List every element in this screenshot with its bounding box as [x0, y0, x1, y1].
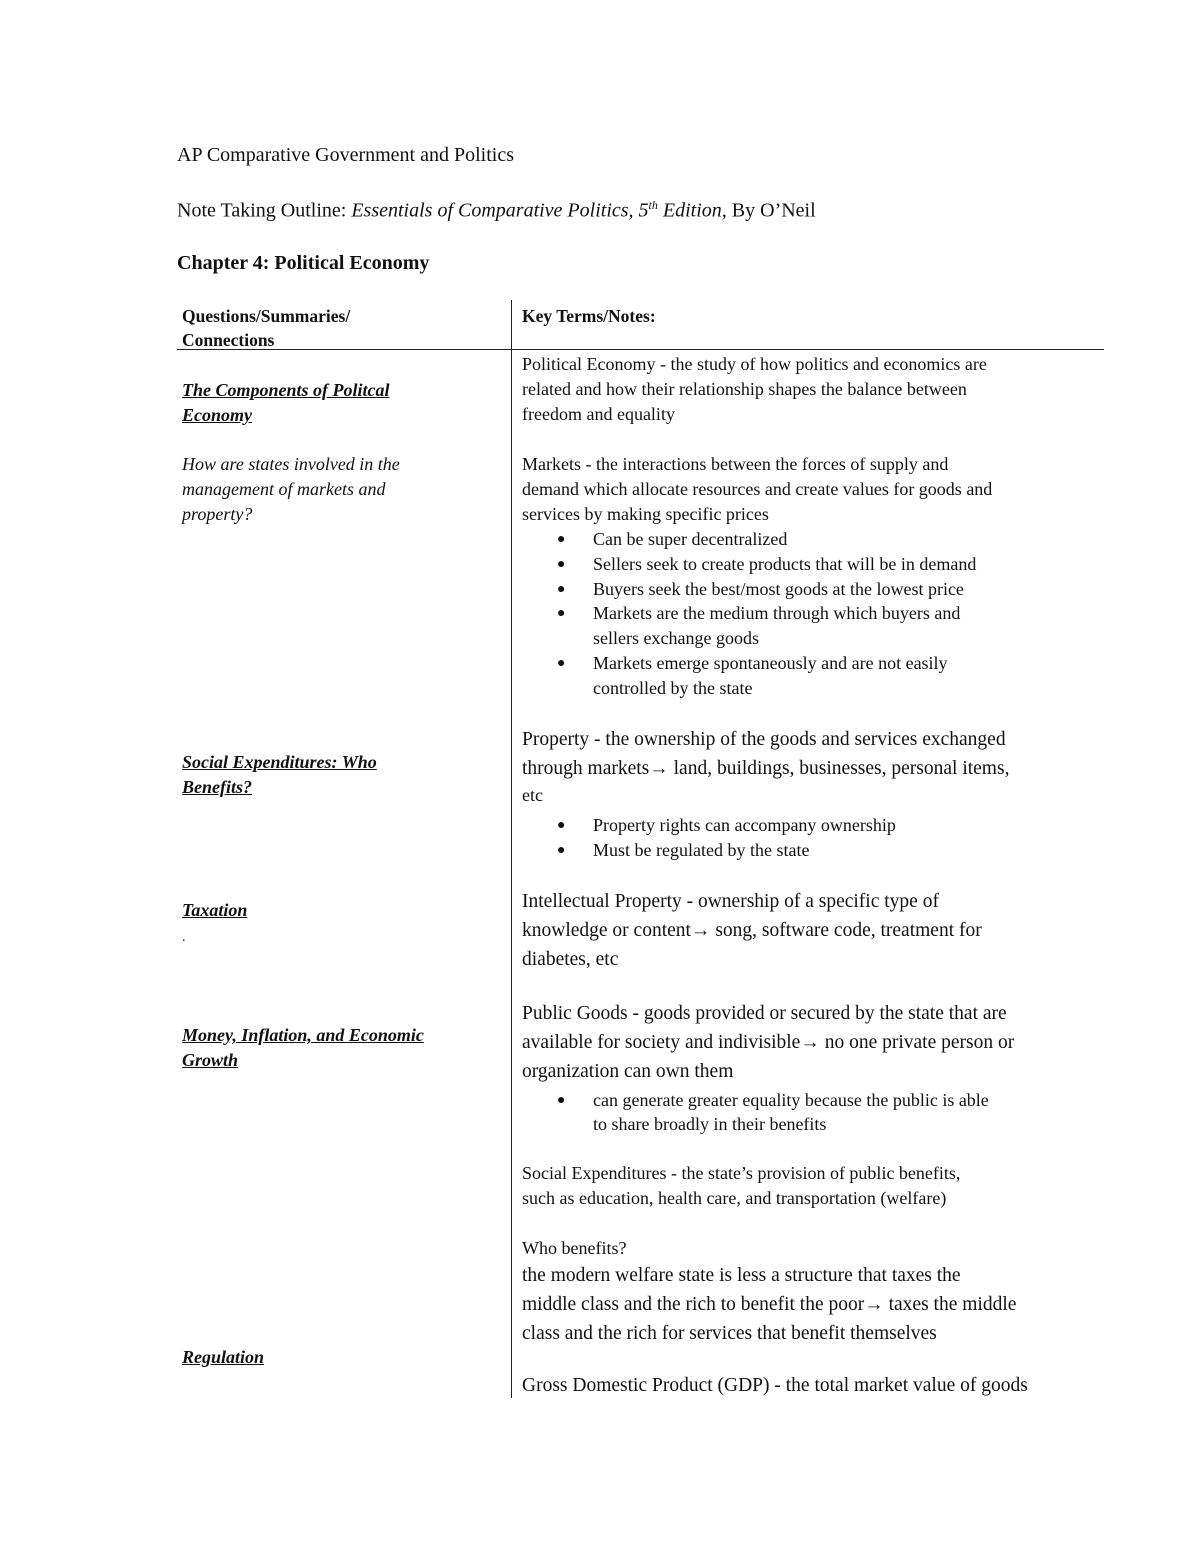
note-political-economy: Political Economy - the study of how politics and economics are related and how their relationship shapes the balance between freedom and equality [522, 354, 987, 424]
markets-bullet: ● Markets are the medium through which buyers and [593, 601, 960, 626]
note-who-benefits-question: Who benefits? [522, 1238, 627, 1258]
bullet-icon: ● [557, 606, 566, 621]
chapter-heading: Chapter 4: Political Economy [177, 252, 430, 274]
markets-bullet-continued: sellers exchange goods [593, 628, 759, 648]
bullet-icon: ● [557, 656, 566, 671]
bullet-icon: ● [557, 818, 566, 833]
section-social-expenditures: Social Expenditures: Who Benefits? [182, 752, 377, 797]
bullet-icon: ● [557, 1093, 566, 1108]
edition-superscript: th [648, 198, 658, 212]
section-components: The Components of Politcal Economy [182, 380, 390, 425]
section-money: Money, Inflation, and Economic Growth [182, 1025, 424, 1070]
course-title: AP Comparative Government and Politics [177, 144, 514, 166]
column-divider [511, 300, 512, 1398]
section-taxation: Taxation [182, 900, 248, 920]
section-regulation: Regulation [182, 1347, 265, 1367]
note-gdp: Gross Domestic Product (GDP) - the total market value of goods [522, 1375, 1028, 1396]
book-title-b: Edition, [657, 199, 727, 222]
public-goods-bullet-continued: to share broadly in their benefits [593, 1114, 827, 1134]
markets-bullet: ● Markets emerge spontaneously and are not easily [593, 651, 948, 676]
left-column-header: Questions/Summaries/ Connections [182, 306, 351, 350]
outline-prefix: Note Taking Outline: [177, 199, 352, 222]
right-column-header: Key Terms/Notes: [522, 306, 656, 326]
book-title-a: Essentials of Comparative Politics, 5 [351, 199, 649, 222]
outline-subtitle [177, 198, 816, 223]
markets-bullet-continued: controlled by the state [593, 678, 753, 698]
bullet-icon: ● [557, 843, 566, 858]
markets-bullet: ● Sellers seek to create products that will be in demand [593, 552, 976, 577]
bullet-icon: ● [557, 532, 566, 547]
public-goods-bullet: ● can generate greater equality because the public is able [593, 1088, 989, 1113]
note-markets: Markets - the interactions between the forces of supply and demand which allocate resources and create values for goods and services by making specific prices [522, 454, 993, 524]
bullet-icon: ● [557, 557, 566, 572]
question-states: How are states involved in the management of markets and property? [182, 454, 400, 524]
markets-bullet: ● Can be super decentralized [593, 527, 787, 552]
note-social-expenditures: Social Expenditures - the state’s provision of public benefits, such as education, health care, and transportation (welfare) [522, 1163, 961, 1208]
property-bullet: ● Property rights can accompany ownership [593, 813, 896, 838]
note-property: Property - the ownership of the goods and services exchanged through markets→ land, buildings, businesses, personal items, etc [522, 729, 1010, 805]
note-intellectual-property: Intellectual Property - ownership of a specific type of knowledge or content→ song, software code, treatment for diabetes, etc [522, 891, 982, 970]
markets-bullet: ● Buyers seek the best/most goods at the lowest price [593, 577, 964, 602]
bullet-icon: ● [557, 582, 566, 597]
property-bullet: ● Must be regulated by the state [593, 838, 809, 863]
stray-period: . [182, 930, 186, 945]
author: By O’Neil [726, 199, 816, 222]
note-public-goods: Public Goods - goods provided or secured by the state that are available for society and indivisible→ no one private person or organization can own them [522, 1003, 1015, 1082]
note-who-benefits: the modern welfare state is less a structure that taxes the middle class and the rich to benefit the poor→ taxes the middle class and the rich for services that benefit themselves [522, 1265, 1017, 1344]
